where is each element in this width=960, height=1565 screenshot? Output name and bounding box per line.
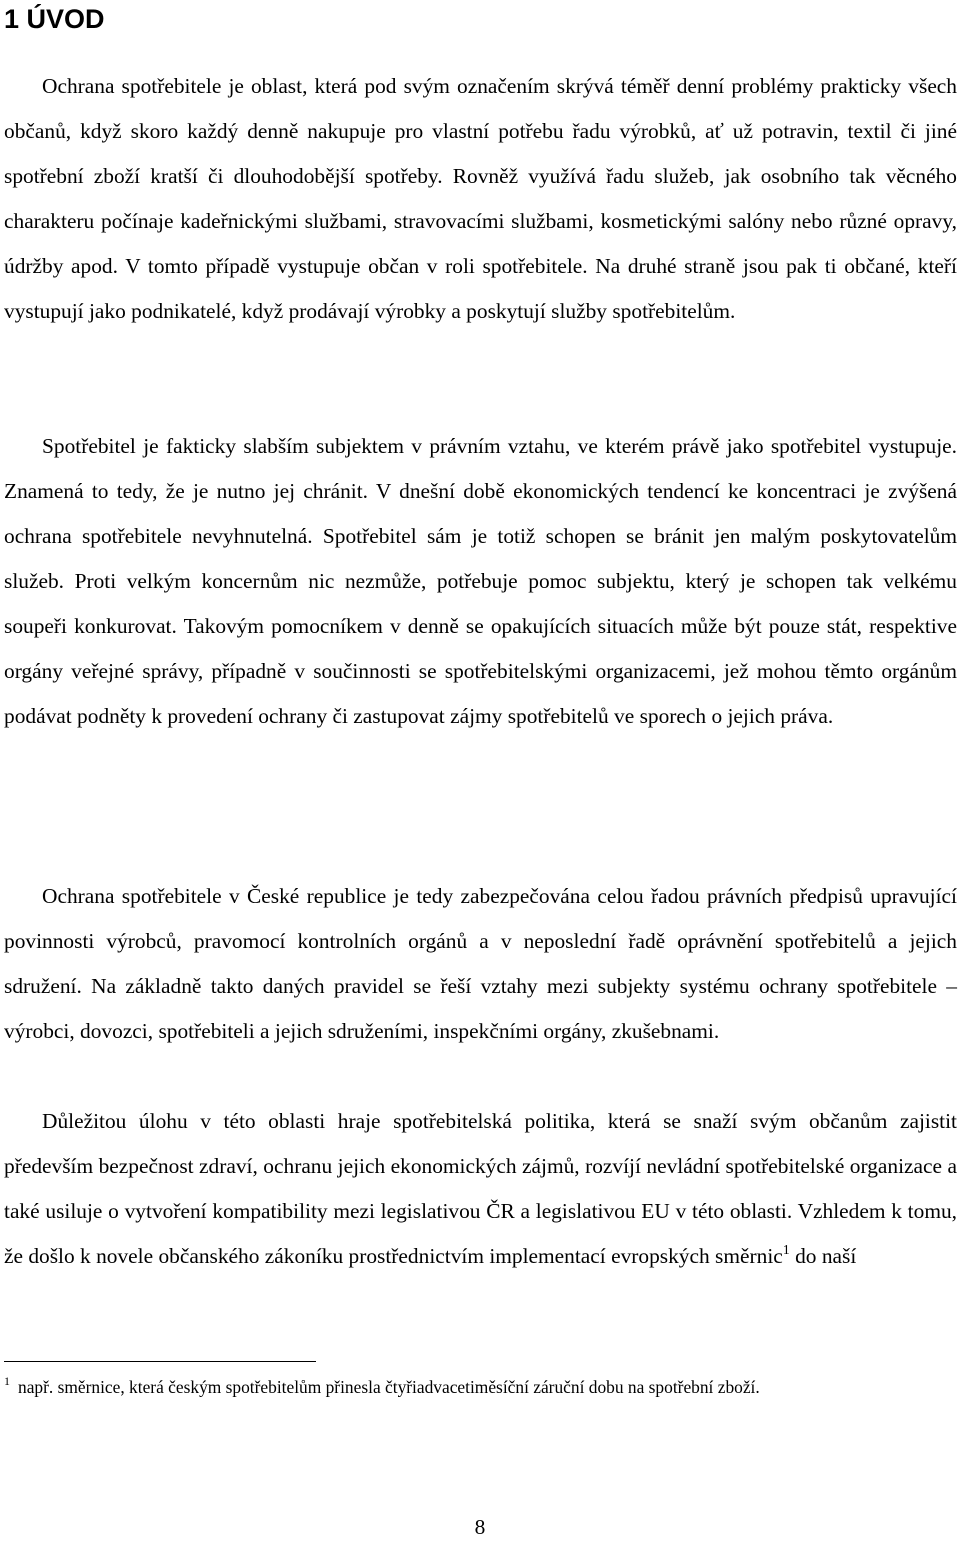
footnote-separator: [4, 1361, 316, 1362]
footnote: [4, 1374, 957, 1400]
page-number: 8: [474, 1515, 486, 1539]
footnote-marker: 1: [4, 1374, 10, 1388]
paragraph-2: Spotřebitel je fakticky slabším subjektem v právním vztahu, ve kterém právě jako spotřebitel vystupuje. Znamená to tedy, že je nutno jej chránit. V dnešní době ekonomických tendencí ke koncentraci je zvýšená ochrana spotřebitele nevyhnutelná. Spotřebitel sám je totiž schopen se bránit jen malým poskytovatelům služeb. Proti velkým koncernům nic nezmůže, potřebuje pomoc subjektu, který je schopen tak velkému soupeři konkurovat. Takovým pomocníkem v denně se opakujících situacích může být pouze stát, respektive orgány veřejné správy, případně v součinnosti se spotřebitelskými organizacemi, jež mohou těmto orgánům podávat podněty k provedení ochrany či zastupovat zájmy spotřebitelů ve sporech o jejich práva.: [4, 434, 957, 728]
paragraph-4-text: Důležitou úlohu v této oblasti hraje spotřebitelská politika, která se snaží svým občanům zajistit především bezpečnost zdraví, ochranu jejich ekonomických zájmů, rozvíjí nevládní spotřebitelské organizace a také usiluje o vytvoření kompatibility mezi legislativou ČR a legislativou EU v této oblasti. Vzhledem k tomu, že došlo k novele občanského zákoníku prostřednictvím implementací evropských směrnic: [4, 1109, 957, 1268]
paragraph-1: Ochrana spotřebitele je oblast, která pod svým označením skrývá téměř denní problémy prakticky všech občanů, když skoro každý denně nakupuje pro vlastní potřebu řadu výrobků, ať už potravin, textil či jiné spotřební zboží kratší či dlouhodobější spotřeby. Rovněž využívá řadu služeb, jak osobního tak věcného charakteru počínaje kadeřnickými službami, stravovacími službami, kosmetickými salóny nebo různé opravy, údržby apod. V tomto případě vystupuje občan v roli spotřebitele. Na druhé straně jsou pak ti občané, kteří vystupují jako podnikatelé, když prodávají výrobky a poskytují služby spotřebitelům.: [4, 74, 957, 323]
footnote-reference[interactable]: 1: [782, 1243, 790, 1258]
paragraph-4: [4, 1099, 957, 1279]
footnote-text: např. směrnice, která českým spotřebitelům přinesla čtyřiadvacetiměsíční záruční dobu na spotřební zboží.: [18, 1377, 760, 1397]
chapter-heading: 1 ÚVOD: [4, 4, 105, 34]
paragraph-3: Ochrana spotřebitele v České republice je tedy zabezpečována celou řadou právních předpisů upravující povinnosti výrobců, pravomocí kontrolních orgánů a v neposlední řadě oprávnění spotřebitelů a jejich sdružení. Na základně takto daných pravidel se řeší vztahy mezi subjekty systému ochrany spotřebitele – výrobci, dovozci, spotřebiteli a jejich sdruženími, inspekčními orgány, zkušebnami.: [4, 884, 957, 1043]
paragraph-4-text-end: do naší: [789, 1244, 857, 1268]
